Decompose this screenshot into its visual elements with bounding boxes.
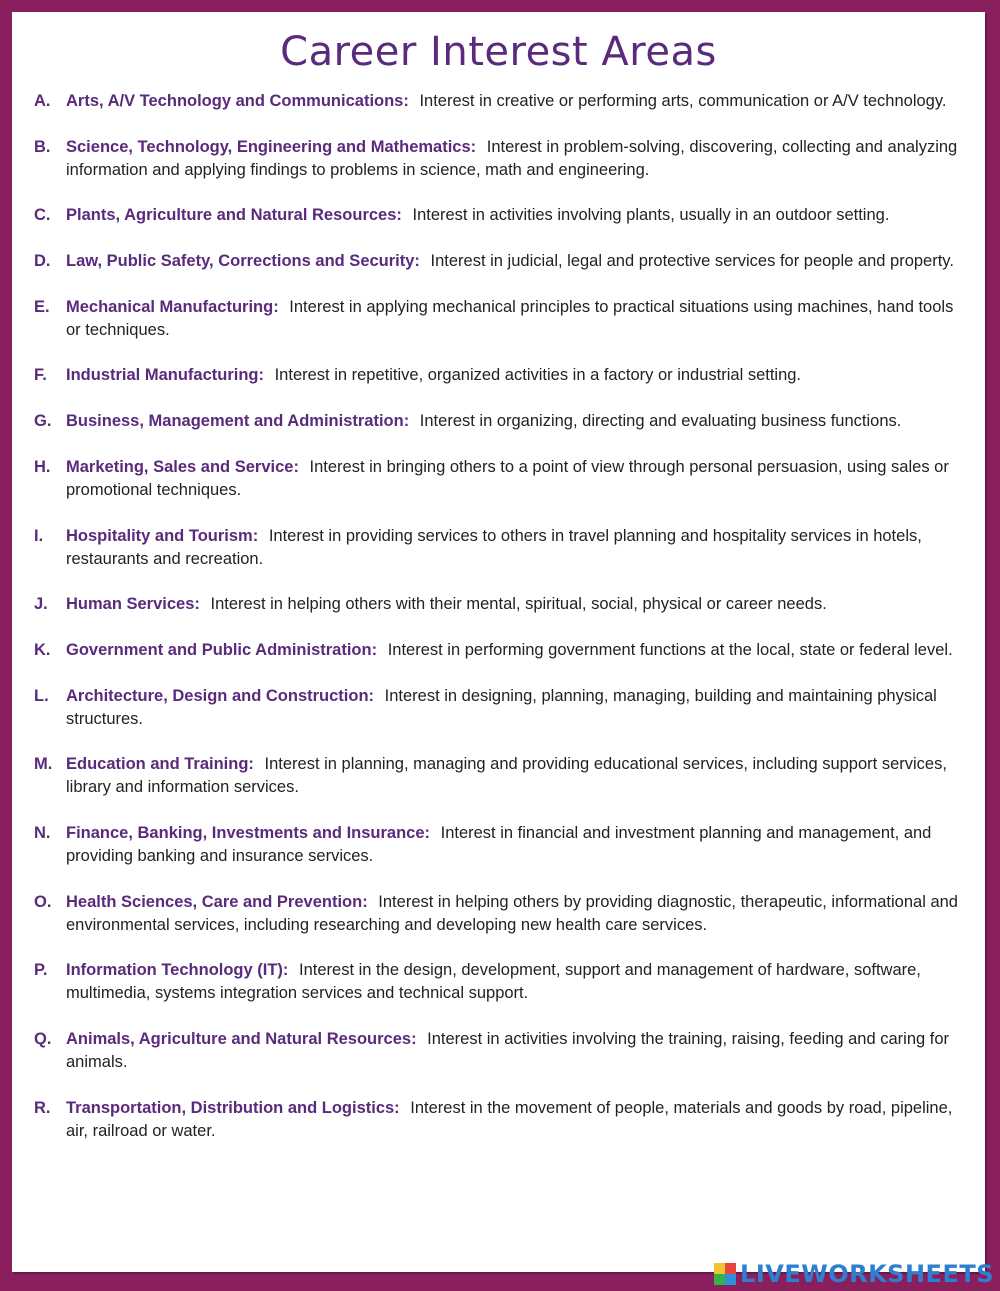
career-area-item (34, 891, 969, 937)
item-description: Interest in designing, planning, managing, building and maintaining physical structures. (66, 686, 937, 728)
item-heading: Science, Technology, Engineering and Mathematics: (66, 137, 477, 156)
item-heading: Industrial Manufacturing: (66, 366, 264, 385)
career-area-item (34, 90, 969, 113)
career-area-item (34, 296, 969, 342)
item-heading: Plants, Agriculture and Natural Resources: (66, 206, 402, 225)
item-description: Interest in the movement of people, materials and goods by road, pipeline, air, railroad or water. (66, 1098, 953, 1140)
item-heading: Marketing, Sales and Service: (66, 457, 299, 476)
career-area-item (34, 204, 969, 227)
item-description: Interest in helping others with their mental, spiritual, social, physical or career needs. (210, 595, 827, 614)
item-heading: Health Sciences, Care and Prevention: (66, 892, 368, 911)
item-heading: Hospitality and Tourism: (66, 526, 259, 545)
item-letter: D. (34, 252, 51, 271)
item-letter: Q. (34, 1030, 52, 1048)
item-description: Interest in activities involving the training, raising, feeding and caring for animals. (66, 1030, 950, 1071)
career-area-item (34, 525, 969, 571)
item-letter: C. (34, 206, 51, 225)
career-area-item (34, 593, 969, 616)
career-area-item (34, 250, 969, 273)
career-area-item (34, 1097, 969, 1143)
item-description: Interest in helping others by providing diagnostic, therapeutic, informational and environmental services, including researching and developing new health care services. (66, 892, 958, 934)
item-letter: H. (34, 457, 51, 476)
item-description: Interest in financial and investment planning and management, and providing banking and insurance services. (66, 823, 932, 865)
item-letter: P. (34, 961, 48, 980)
career-area-item (34, 753, 969, 799)
item-heading: Law, Public Safety, Corrections and Security: (66, 252, 420, 271)
item-heading: Education and Training: (66, 755, 254, 774)
item-description: Interest in applying mechanical principles to practical situations using machines, hand tools or techniques. (66, 297, 954, 339)
item-heading: Finance, Banking, Investments and Insurance: (66, 823, 431, 842)
career-area-item (34, 822, 969, 868)
item-letter: B. (34, 137, 51, 156)
item-heading: Architecture, Design and Construction: (66, 686, 375, 705)
item-heading: Information Technology (IT): (66, 961, 289, 980)
item-letter: M. (34, 755, 53, 774)
item-letter: L. (34, 686, 49, 705)
item-description: Interest in bringing others to a point of view through personal persuasion, using sales or promotional techniques. (66, 457, 949, 499)
item-description: Interest in planning, managing and providing educational services, including support services, library and information services. (66, 755, 947, 797)
item-description: Interest in repetitive, organized activities in a factory or industrial setting. (274, 366, 802, 385)
career-area-item (34, 959, 969, 1005)
brand-text: LIVEWORKSHEETS (740, 1260, 994, 1288)
career-areas-list (34, 90, 969, 1165)
page-title: Career Interest Areas (280, 29, 717, 75)
item-letter: K. (34, 640, 51, 659)
item-heading: Animals, Agriculture and Natural Resources: (66, 1030, 417, 1048)
item-description: Interest in creative or performing arts, communication or A/V technology. (419, 92, 947, 110)
item-letter: O. (34, 892, 52, 911)
item-heading: Government and Public Administration: (66, 640, 378, 659)
career-area-item (34, 136, 969, 182)
liveworksheets-logo-icon (714, 1263, 736, 1285)
item-letter: N. (34, 823, 51, 842)
item-description: Interest in problem-solving, discovering, collecting and analyzing information and applying findings to problems in science, math and engineering. (66, 137, 958, 179)
career-area-item (34, 1028, 969, 1074)
career-area-item (34, 364, 969, 387)
item-description: Interest in judicial, legal and protective services for people and property. (430, 252, 954, 271)
career-area-item (34, 456, 969, 502)
item-description: Interest in organizing, directing and evaluating business functions. (419, 412, 902, 431)
career-area-item (34, 639, 969, 662)
liveworksheets-brand[interactable] (714, 1261, 994, 1287)
item-letter: R. (34, 1098, 51, 1117)
item-description: Interest in the design, development, support and management of hardware, software, multimedia, systems integration services and technical support. (66, 961, 921, 1003)
item-letter: F. (34, 366, 47, 385)
career-area-item (34, 685, 969, 731)
career-area-item (34, 410, 969, 433)
item-heading: Business, Management and Administration: (66, 412, 410, 431)
item-letter: A. (34, 92, 51, 110)
item-description: Interest in activities involving plants, usually in an outdoor setting. (412, 206, 890, 225)
item-heading: Human Services: (66, 595, 200, 614)
item-heading: Transportation, Distribution and Logistics: (66, 1098, 400, 1117)
item-letter: I. (34, 526, 44, 545)
item-letter: G. (34, 412, 52, 431)
item-letter: E. (34, 297, 50, 316)
item-letter: J. (34, 595, 48, 614)
worksheet-page (12, 12, 985, 1272)
item-description: Interest in performing government functions at the local, state or federal level. (387, 640, 953, 659)
item-heading: Arts, A/V Technology and Communications: (66, 92, 409, 110)
item-heading: Mechanical Manufacturing: (66, 297, 279, 316)
item-description: Interest in providing services to others in travel planning and hospitality services in hotels, restaurants and recreation. (66, 526, 922, 568)
